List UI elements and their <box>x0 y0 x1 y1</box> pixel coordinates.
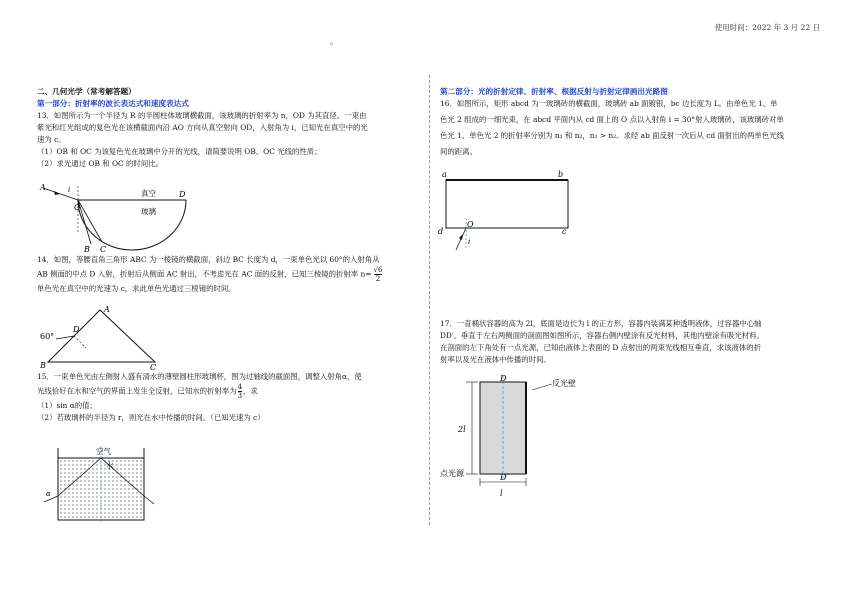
column-divider <box>429 75 430 525</box>
usage-date: 使用时间：2022 年 3 月 22 日 <box>714 23 820 32</box>
section-title: 二、几何光学（常考解答题） <box>37 87 136 96</box>
q15-sub2: （2）若玻璃杯的半径为 r，则光在水中传播的时间。（已知光速为 c） <box>37 413 265 422</box>
q15-label-water: 水 <box>106 461 114 470</box>
q17-label-reflect: 反光壁 <box>552 379 576 388</box>
q15-frac-den: 3 <box>237 392 243 400</box>
part1-title: 第一部分：折射率的波长表达式和速度表达式 <box>37 99 189 108</box>
q17-line2: DD′、垂直于左右两侧面的剖面图如图所示，容器右侧内壁涂有反光材料，其他内壁涂有吸光材料。 <box>440 331 764 340</box>
q14-prism-figure <box>38 304 168 370</box>
q16-glass-block-figure <box>438 168 578 252</box>
q14-label-angle: 60° <box>40 332 55 341</box>
q13-line1: 13．如图所示为一个半径为 R 的半圆柱体玻璃横截面，该玻璃的折射率为 n，OD 为其直径。一束由 <box>37 111 367 120</box>
q13-label-vacuum: 真空 <box>141 189 156 198</box>
q15-sub1: （1）sin α的值； <box>37 401 97 410</box>
q17-label-width: l <box>500 489 503 498</box>
q16-line4: 间的距离。 <box>440 147 477 156</box>
q13-label-c: C <box>100 245 107 254</box>
q13-line3: 速为 c。 <box>37 135 66 144</box>
q13-sub1: （1）OB 和 OC 为该复色光在玻璃中分开的光线，请简要说明 OB、OC 光线的性质； <box>37 147 322 156</box>
q13-label-d: D <box>179 190 186 199</box>
q13-line2: 紫光和红光组成的复色光在该横截面内沿 AO 方向从真空射向 OD，入射角为 i，已知光在真空中的光 <box>37 123 368 132</box>
q13-label-b: B <box>84 245 90 254</box>
q17-label-dprime: D′ <box>500 473 509 482</box>
q15-line2 <box>37 383 423 400</box>
q16-line3: 色光 1、单色光 2 的折射率分别为 n₁ 和 n₂，n₁ > n₂。求经 ab 面反射一次后从 cd 面射出的两单色光线 <box>440 131 784 140</box>
q14-label-b: B <box>40 361 46 370</box>
q17-label-source: 点光源 <box>440 469 464 478</box>
q13-label-o: O <box>74 203 81 212</box>
q14-line2-text: AB 侧面的中点 D 入射，折射后从侧面 AC 射出，不考虑光在 AC 面的反射，已知三棱镜的折射率 n= <box>37 269 372 279</box>
stray-mark: 。 <box>330 37 338 46</box>
q16-label-o: O <box>467 220 474 229</box>
q16-line2: 色光 2 组成的一细光束，在 abcd 平面内从 cd 面上的 O 点以入射角 i = 30°射入玻璃砖，该玻璃砖对单 <box>440 115 784 124</box>
q17-container-figure <box>440 372 590 502</box>
q14-frac-num: √6 <box>373 266 383 274</box>
q13-label-glass: 玻璃 <box>141 207 156 216</box>
q17-line1: 17．一直桶状容器的高为 2l，底面是边长为 l 的正方形，容器内装满某种透明液体，过容器中心轴 <box>440 319 762 328</box>
q14-frac-den: 2 <box>375 275 381 283</box>
q14-line1: 14．如图，等腰直角三角形 ABC 为一棱镜的横截面，斜边 BC 长度为 d，一束单色光以 60°的入射角从 <box>37 255 380 264</box>
q15-line2a: 光线恰好在水和空气的界面上发生全反射，已知水的折射率为 <box>37 386 237 396</box>
q14-line3: 单色光在真空中的光速为 c，求此单色光通过三棱镜的时间。 <box>37 284 236 293</box>
q15-block <box>37 371 423 424</box>
q15-frac-num: 4 <box>237 383 243 391</box>
q15-line1: 15．一束单色光由左侧射入盛有清水的薄壁圆柱形玻璃杯，图为过轴线的截面图，调整入射角α，使 <box>37 372 362 381</box>
q16-label-d: d <box>438 227 444 236</box>
part2-title: 第二部分：光的折射定律、折射率、根据反射与折射定律画出光路图 <box>440 87 668 96</box>
q16-label-b: b <box>558 170 564 179</box>
q15-label-alpha: α <box>46 490 51 498</box>
q17-line3: 在剖面的左下角处有一点光源，已知由液体上表面的 D 点射出的两束光线相互垂直，求该液体的折 <box>440 343 762 352</box>
left-column <box>37 86 423 170</box>
q13-label-i: i <box>68 186 71 194</box>
q13-sub2: （2）求光通过 OB 和 OC 的时间比。 <box>37 159 163 168</box>
q14-label-a: A <box>104 305 110 314</box>
q16-label-a: a <box>442 170 447 179</box>
q13-semicircle-figure <box>38 182 198 254</box>
q14-block <box>37 254 423 295</box>
q15-cup-figure <box>44 444 154 524</box>
q16-label-c: c <box>562 227 567 236</box>
q15-line2b: ，求 <box>243 386 258 396</box>
q15-fraction <box>238 383 242 400</box>
q17-label-d: D <box>500 374 507 383</box>
q17-line4: 射率以及光在液体中传播的时间。 <box>440 355 551 364</box>
q14-line2 <box>37 266 423 283</box>
right-column <box>440 86 830 158</box>
q17-block <box>440 318 830 366</box>
q16-label-i: i <box>468 238 471 246</box>
q14-fraction <box>374 266 383 283</box>
q13-label-a: A <box>40 183 46 192</box>
q16-line1: 16．如图所示，矩形 abcd 为一玻璃砖的横截面，玻璃砖 ab 面镀银，bc 边长度为 L。由单色光 1、单 <box>440 99 778 108</box>
q14-label-d: D <box>73 325 80 334</box>
q14-label-c: C <box>150 363 157 370</box>
q17-label-height: 2l <box>458 425 466 434</box>
q15-label-air: 空气 <box>96 447 111 456</box>
